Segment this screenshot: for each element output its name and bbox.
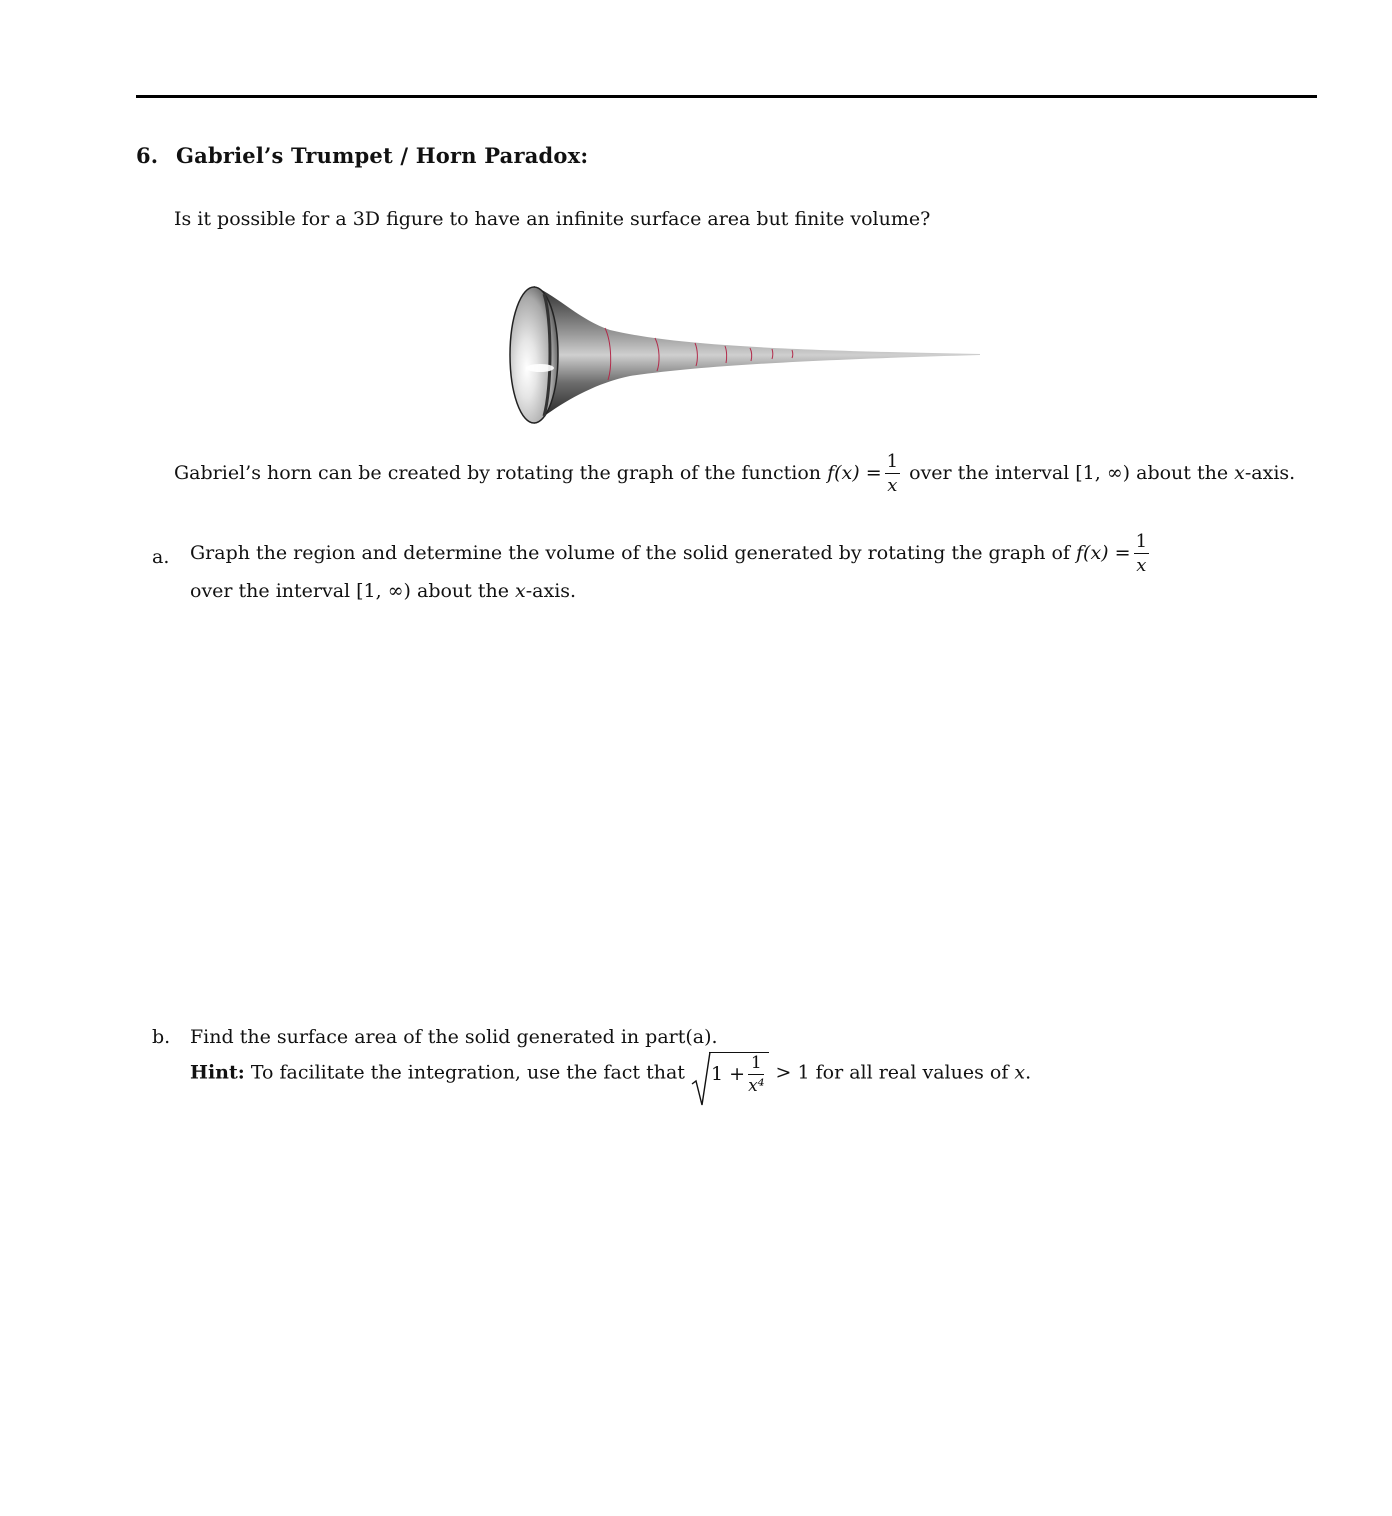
desc-function: f(x) = [827, 462, 882, 484]
part-a-text: Graph the region and determine the volume of the solid generated by rotating the graph of [190, 542, 1070, 564]
part-a-frac-num: 1 [1135, 531, 1148, 552]
hint-period: . [1025, 1061, 1032, 1084]
part-a-line2-end: -axis. [525, 580, 577, 602]
part-a-function: f(x) = [1076, 542, 1131, 564]
problem-number: 6. [136, 143, 159, 168]
desc-frac-num: 1 [886, 451, 899, 472]
part-b-line1: Find the surface area of the solid generated in part(a). [190, 1026, 718, 1048]
desc-fraction [885, 453, 900, 495]
problem-heading [136, 143, 588, 168]
part-b-label: b. [152, 1026, 171, 1048]
hint-label: Hint: [190, 1061, 245, 1084]
top-rule [136, 95, 1317, 98]
sqrt-radicand [709, 1052, 769, 1095]
problem-title: Gabriel’s Trumpet / Horn Paradox: [176, 143, 589, 168]
part-a-var: x [515, 580, 526, 602]
part-a-fraction [1134, 533, 1149, 575]
part-a-line2-start: over the interval [1, ∞) about the [190, 580, 509, 602]
horn-description [174, 453, 1295, 495]
sqrt-frac-num: 1 [748, 1055, 764, 1075]
radical-sign-icon [691, 1050, 711, 1110]
sqrt-expression [691, 1052, 769, 1095]
sqrt-frac-den: x⁴ [748, 1076, 765, 1096]
desc-frac-den: x [887, 475, 898, 496]
part-a-label: a. [152, 546, 170, 568]
gabriels-horn-figure [500, 278, 990, 428]
intro-question: Is it possible for a 3D figure to have an infinite surface area but finite volume? [174, 208, 931, 230]
desc-after-start: over the interval [1, ∞) about the [909, 462, 1229, 484]
hint-var: x [1014, 1061, 1026, 1084]
hint-after: > 1 for all real values of [775, 1061, 1009, 1084]
hint-text: To facilitate the integration, use the fact that [250, 1061, 685, 1084]
sqrt-lead: 1 + [711, 1063, 746, 1085]
part-b-hint [190, 1052, 1031, 1095]
sqrt-fraction [748, 1055, 764, 1095]
desc-before: Gabriel’s horn can be created by rotating the graph of the function [174, 462, 822, 484]
part-a-line1 [190, 533, 1152, 575]
part-a-frac-den: x [1136, 555, 1147, 576]
desc-var: x [1234, 462, 1245, 484]
part-a-line2 [190, 580, 576, 602]
desc-after-end: -axis. [1244, 462, 1296, 484]
